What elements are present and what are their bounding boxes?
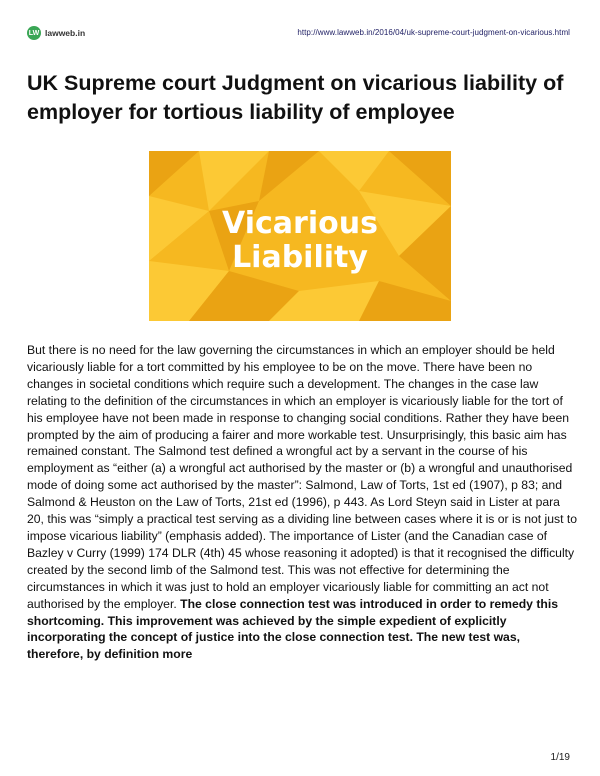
page-header [0,0,600,60]
vicarious-liability-banner [149,151,451,321]
article-title: UK Supreme court Judgment on vicarious liability of employer for tortious liability of employee [27,71,564,124]
body-regular-text: But there is no need for the law governing the circumstances in which an employer should be held vicariously liable for a tort committed by his employee to be on the move. There have been no changes in societal conditions which require such a development. The changes in the case law relating to the definition of the circumstances in which an employer is vicariously liable for the tort of his employee have not been made in response to changing social conditions. Rather they have been prompted by the aim of producing a fairer and more workable test. Unsurprisingly, this basic aim has remained constant. The Salmond test defined a wrongful act by a servant in the course of his employment as “either (a) a wrongful act authorised by the master or (b) a wrongful and unauthorised mode of doing some act authorised by the master”: Salmond, Law of Torts, 1st ed (1907), p 83; and Salmond & Heuston on the Law of Torts, 21st ed (1996), p 443. As Lord Steyn said in Lister at para 20, this was “simply a practical test serving as a dividing line between cases where it is or is not just to impose vicarious liability” (emphasis added). The importance of Lister (and the Canadian case of Bazley v Curry (1999) 174 DLR (4th) 45 whose reasoning it adopted) is that it recognised the difficulty created by the second limb of the Salmond test. This was not effective for determining the circumstances in which it was just to hold an employer vicariously liable for committing an act not authorised by the employer. [27,343,578,611]
lawweb-logo-icon: LW [27,26,41,40]
site-logo[interactable] [27,26,85,40]
banner-title-line2: Liability [232,240,368,275]
body-paragraph [27,342,579,663]
page-url-link[interactable]: http://www.lawweb.in/2016/04/uk-supreme-court-judgment-on-vicarious.html [297,28,570,37]
page-number: 1/19 [550,752,570,763]
site-name: lawweb.in [45,28,86,38]
banner-title-line1: Vicarious [222,206,378,241]
body-bold-text: The close connection test was introduced in order to remedy this shortcoming. This improvement was achieved by the simple expedient of explicitly incorporating the concept of justice into the close connection test. The new test was, therefore, by definition more [27,596,559,662]
banner-graphic [149,151,451,321]
article-body [27,342,579,663]
